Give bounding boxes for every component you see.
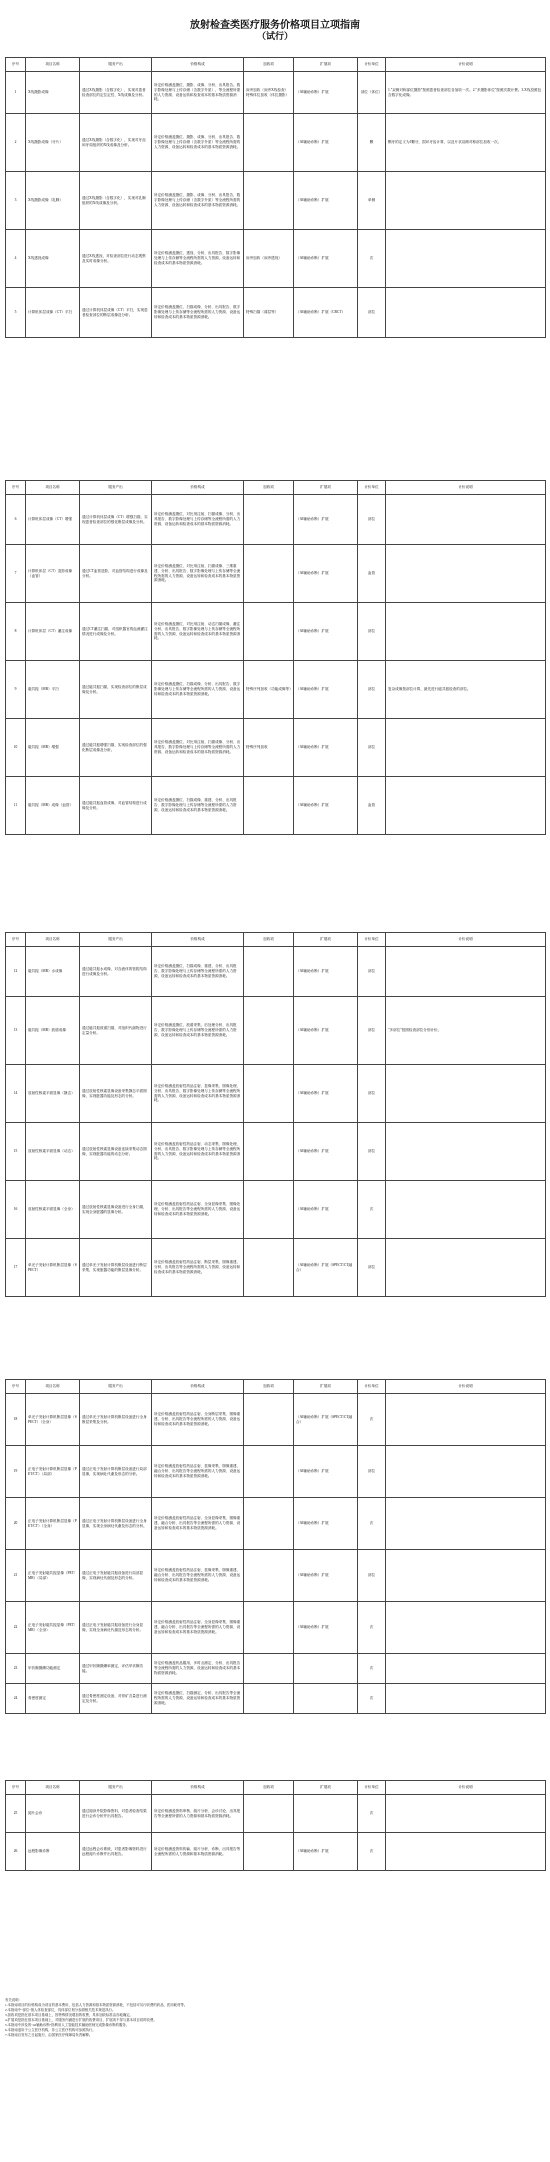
table-cell — [244, 1550, 294, 1602]
table-cell: 5 — [6, 288, 26, 338]
table-cell: 所定价格涵盖资料传输、阅片分析、诊断、出具报告等全流程所需的人力资源和基本物质资源消耗。 — [152, 1833, 244, 1871]
table-cell — [386, 1123, 546, 1181]
table-cell: 特殊序列加收（功能成像等） — [244, 661, 294, 719]
table-cell — [386, 172, 546, 230]
table-cell: 通过正电子发射磁共振设备进行全身显像，实现全身病灶代谢及形态的分析。 — [80, 1602, 152, 1654]
table-header-row — [6, 933, 546, 947]
table-cell: 颗牙的定义为1颗牙，损坏牙齿计算，以及片状双侧对称部位加收一次。 — [386, 114, 546, 172]
table-cell: （AI辅助诊断）扩展 — [294, 1065, 358, 1123]
table-cell: 所定价格涵盖摄位、摄影、成像、分析、出具报告、数字影像处理与上传存储（含数字介质）等全流程所需的人力资源、设备运转和检查成本的基本物质资源消耗。 — [152, 172, 244, 230]
table-cell — [244, 1498, 294, 1550]
note-line: 7.本指南自发布之日起施行，由国家医疗保障局负责解释。 — [5, 2032, 93, 2037]
column-header: 计价单位 — [358, 933, 386, 947]
column-header: 扩展项 — [294, 1781, 358, 1795]
table-cell: （AI辅助诊断）扩展 — [294, 777, 358, 835]
column-header: 服务产出 — [80, 58, 152, 72]
document-subtitle: （试行） — [256, 31, 293, 41]
column-header: 价格构成 — [152, 481, 244, 495]
table-cell: 部位 — [358, 288, 386, 338]
table-cell: （AI辅助诊断）扩展（SPECT/CT融合） — [294, 1394, 358, 1446]
table-cell: 所定价格涵盖放射性药品注射、显像采集、图像重建、融合分析、出具报告等全流程所需的人力资源、设备运转和检查成本的基本物质资源消耗。 — [152, 1550, 244, 1602]
table-cell: 通过阅读外院影像资料，对患者检查结果进行会诊分析并出具报告。 — [80, 1795, 152, 1833]
column-header: 服务产出 — [80, 1380, 152, 1394]
table-cell: 所定价格涵盖摄位、扫描成像、分析、出具报告、数字影像处理与上传存储等全流程所需的人力资源、设备运转和检查成本的基本物质资源消耗。 — [152, 661, 244, 719]
table-cell: 次 — [358, 1498, 386, 1550]
table-cell: 部位（体位） — [358, 72, 386, 114]
table-cell: 部位 — [358, 1550, 386, 1602]
table-cell: 放射性核素平面显像（动态） — [26, 1123, 80, 1181]
column-header: 项目名称 — [26, 58, 80, 72]
table-cell: 9 — [6, 661, 26, 719]
table-cell: 所定价格涵盖摄位、扫描成像、重建、分析、出具报告、数字影像处理与上传存储等全流程所需的人力资源、设备运转和检查成本的基本物质资源消耗。 — [152, 777, 244, 835]
table-cell — [386, 1181, 546, 1239]
table-cell: 次 — [358, 1602, 386, 1654]
table-cell — [386, 1239, 546, 1297]
table-cell: 20 — [6, 1498, 26, 1550]
table-row — [6, 1446, 546, 1498]
table-cell: 21 — [6, 1550, 26, 1602]
table-cell — [386, 1065, 546, 1123]
table-cell: 所定价格涵盖摄位、对比剂注射、扫描成像、分析、出具报告、数字影像处理与上传存储等全流程所需的人力资源、设备运转和检查成本的基本物质资源消耗。 — [152, 495, 244, 545]
table-row — [6, 172, 546, 230]
price-table-page-1 — [5, 57, 546, 338]
column-header: 序号 — [6, 1380, 26, 1394]
table-cell — [386, 545, 546, 603]
note-line: 3.加收项是指在基本项目基础上，因特殊情况增加的收费，具体加收标准由各地确定。 — [5, 2012, 133, 2017]
table-cell — [386, 719, 546, 777]
table-cell — [244, 1446, 294, 1498]
column-header: 加收项 — [244, 481, 294, 495]
table-cell — [386, 1795, 546, 1833]
table-row — [6, 1795, 546, 1833]
column-header: 扩展项 — [294, 58, 358, 72]
table-cell — [386, 1602, 546, 1654]
column-header: 服务产出 — [80, 933, 152, 947]
table-cell: 部位 — [358, 495, 386, 545]
table-cell: 通过磁共振扫描，实现检查部位的断层成像及分析。 — [80, 661, 152, 719]
table-cell: 所定价格涵盖放射性药品注射、断层采集、图像重建、分析、出具报告等全流程所需的人力资源、设备运转和检查成本的基本物质资源消耗。 — [152, 1239, 244, 1297]
table-cell: 通过计算机体层成像（CT）平扫，实现患者检查部位的断层成像及分析。 — [80, 288, 152, 338]
column-header: 项目名称 — [26, 1781, 80, 1795]
table-cell: 23 — [6, 1654, 26, 1684]
table-row — [6, 1602, 546, 1654]
table-cell: 所定价格涵盖放射性药品注射、全身显像采集、图像处理、分析、出具报告等全流程所需的人力资源、设备运转和检查成本的基本物质资源消耗。 — [152, 1181, 244, 1239]
table-cell: 24 — [6, 1684, 26, 1714]
table-cell: 次 — [358, 1795, 386, 1833]
table-cell: （AI辅助诊断）扩展 — [294, 1123, 358, 1181]
table-cell — [244, 1065, 294, 1123]
table-cell: 1 — [6, 72, 26, 114]
column-header: 计价单位 — [358, 58, 386, 72]
table-cell: 部位 — [358, 1446, 386, 1498]
table-cell: 所定价格涵盖放射性药品注射、动态采集、图像处理、分析、出具报告、数字影像处理与上传存储等全流程所需的人力资源、设备运转和检查成本的基本物质资源消耗。 — [152, 1123, 244, 1181]
table-cell: 计算机体层成像（CT）平扫 — [26, 288, 80, 338]
table-cell: 所定价格涵盖摄位、透视、分析、出具报告、数字影像处理与上传存储等全流程所需的人力资源、设备运转和检查成本的基本物质资源消耗。 — [152, 230, 244, 288]
table-cell: 6 — [6, 495, 26, 545]
table-cell: 正电子发射磁共振显像（PET/MR）（局部） — [26, 1550, 80, 1602]
table-cell: X线透视成像 — [26, 230, 80, 288]
table-cell: 所定价格涵盖资料审核、阅片分析、会诊讨论、出具报告等全流程所需的人力资源和基本物质资源消耗。 — [152, 1795, 244, 1833]
table-cell: 通过放射性核素显像设备连续采集动态图像，实现脏器功能的动态分析。 — [80, 1123, 152, 1181]
price-table-page-3 — [5, 932, 546, 1297]
table-cell: 次 — [358, 1394, 386, 1446]
table-cell: 血管 — [358, 777, 386, 835]
notes-section — [5, 1998, 545, 2038]
table-cell — [386, 1654, 546, 1684]
table-cell: X线摄影成像（乳腺） — [26, 172, 80, 230]
table-cell: 14 — [6, 1065, 26, 1123]
table-cell — [386, 1394, 546, 1446]
table-cell: （AI辅助诊断）扩展 — [294, 947, 358, 997]
column-header: 扩展项 — [294, 1380, 358, 1394]
table-cell: 骨密度测定 — [26, 1684, 80, 1714]
table-row — [6, 1239, 546, 1297]
column-header: 扩展项 — [294, 481, 358, 495]
table-cell — [386, 603, 546, 661]
table-cell: 磁共振（MR）平扫 — [26, 661, 80, 719]
table-cell — [244, 114, 294, 172]
column-header: 价格构成 — [152, 1781, 244, 1795]
table-cell: 所定价格涵盖摄位、对比剂注射、动态扫描成像、灌注分析、出具报告、数字影像处理与上传存储等全流程所需的人力资源、设备运转和检查成本的基本物质资源消耗。 — [152, 603, 244, 661]
column-header: 序号 — [6, 933, 26, 947]
table-cell: 正电子发射计算机断层显像（PET/CT）（局部） — [26, 1446, 80, 1498]
column-header: 加收项 — [244, 58, 294, 72]
table-cell: （AI辅助诊断）扩展 — [294, 997, 358, 1065]
table-cell: 通过X线透视，对检查部位进行动态观察及实时成像分析。 — [80, 230, 152, 288]
price-table-page-4 — [5, 1379, 546, 1714]
table-cell: 计算机体层（CT）灌注成像 — [26, 603, 80, 661]
table-cell: 所定价格涵盖放射性药品注射、显像采集、图像重建、融合分析、出具报告等全流程所需的人力资源、设备运转和检查成本的基本物质资源消耗。 — [152, 1446, 244, 1498]
table-cell — [244, 172, 294, 230]
table-cell: 通过正电子发射计算机断层设备进行全身显像，实现全身病灶代谢及形态的分析。 — [80, 1498, 152, 1550]
table-row — [6, 114, 546, 172]
table-cell: 19 — [6, 1446, 26, 1498]
table-cell: 部位 — [358, 997, 386, 1065]
table-cell: （AI辅助诊断）扩展 — [294, 172, 358, 230]
table-cell: 复杂成像按部位计算，最先进行磁共振检查的部位。 — [386, 661, 546, 719]
table-cell — [244, 1123, 294, 1181]
table-cell: 18 — [6, 1394, 26, 1446]
table-cell: 所定价格涵盖放射性药品注射、全身显像采集、图像重建、融合分析、出具报告等全流程所需的人力资源、设备运转和检查成本的基本物质资源消耗。 — [152, 1602, 244, 1654]
table-cell: 2 — [6, 114, 26, 172]
column-header: 计价单位 — [358, 1781, 386, 1795]
table-cell — [386, 1446, 546, 1498]
table-header-row — [6, 1781, 546, 1795]
table-row — [6, 1684, 546, 1714]
table-cell: 床旁加收（床旁X线检查）特殊体位加收（体位摄影） — [244, 72, 294, 114]
table-cell: （AI辅助诊断）扩展 — [294, 114, 358, 172]
table-row — [6, 1123, 546, 1181]
table-cell: 通过骨密度测定设备，对骨矿含量进行测定及分析。 — [80, 1684, 152, 1714]
table-cell — [244, 1181, 294, 1239]
table-row — [6, 1394, 546, 1446]
table-cell — [386, 1498, 546, 1550]
table-cell — [386, 947, 546, 997]
table-cell: 部位 — [358, 1239, 386, 1297]
table-cell: 放射性核素平面显像（全身） — [26, 1181, 80, 1239]
note-line: 2.本指南中"部位"指人体检查部位，具体部位划分参照相关技术规范执行。 — [5, 2007, 116, 2012]
table-row — [6, 495, 546, 545]
table-cell: 所定价格涵盖放射性药品注射、全身显像采集、图像重建、融合分析、出具报告等全流程所需的人力资源、设备运转和检查成本的基本物质资源消耗。 — [152, 1498, 244, 1550]
table-header-row — [6, 1380, 546, 1394]
table-cell: 所定价格涵盖摄位、摄影、成像、分析、出具报告、数字影像处理与上传存储（含数字介质）等全流程所需的人力资源、设备运转和检查成本的基本物质资源消耗。 — [152, 114, 244, 172]
table-cell: （AI辅助诊断）扩展 — [294, 1446, 358, 1498]
table-cell — [386, 288, 546, 338]
table-cell: 1."双侧对称部位摄影"按照患者检查部位各加收一次。2."多摄影体位"按照次数计费。3.X线投照包含数字化成像。 — [386, 72, 546, 114]
table-cell: 所定价格涵盖药品服用、多时点测定、分析、出具报告等全流程所需的人力资源、设备运转和检查成本的基本物质资源消耗。 — [152, 1654, 244, 1684]
table-cell: （AI辅助诊断）扩展 — [294, 603, 358, 661]
table-cell: （AI辅助诊断）扩展 — [294, 1602, 358, 1654]
table-cell: （AI辅助诊断）扩展 — [294, 495, 358, 545]
column-header: 项目名称 — [26, 1380, 80, 1394]
table-cell: （AI辅助诊断）扩展 — [294, 1833, 358, 1871]
table-cell: 通过磁共振增强扫描，实现检查部位的强化断层成像及分析。 — [80, 719, 152, 777]
table-cell: 正电子发射计算机断层显像（PET/CT）（全身） — [26, 1498, 80, 1550]
column-header: 扩展项 — [294, 933, 358, 947]
table-cell: 通过磁共振水成像，对含液体的管腔结构进行成像及分析。 — [80, 947, 152, 997]
table-cell: 血管 — [358, 545, 386, 603]
table-cell: 部位 — [358, 947, 386, 997]
column-header: 计价说明 — [386, 1380, 546, 1394]
table-cell: 正电子发射磁共振显像（PET/MR）（全身） — [26, 1602, 80, 1654]
table-cell: 通过X线摄影（含数字化），实现对患者检查部位的定位定性、X线成像及分析。 — [80, 72, 152, 114]
table-cell: 通过CT血管造影，对血管结构进行成像及分析。 — [80, 545, 152, 603]
table-cell: X线摄影成像（牙片） — [26, 114, 80, 172]
table-row — [6, 545, 546, 603]
note-line: 有关说明： — [5, 1998, 22, 2002]
table-cell: 所定价格涵盖放射性药品注射、显像采集、图像处理、分析、出具报告、数字影像处理与上传存储等全流程所需的人力资源、设备运转和检查成本的基本物质资源消耗。 — [152, 1065, 244, 1123]
table-cell: 所定价格涵盖摄位、对比剂注射、扫描成像、三维重建、分析、出具报告、数字影像处理与上传存储等全流程所需的人力资源、设备运转和检查成本的基本物质资源消耗。 — [152, 545, 244, 603]
table-cell: 次 — [358, 1833, 386, 1871]
table-cell: 部位 — [358, 1123, 386, 1181]
table-cell: 3 — [6, 172, 26, 230]
table-row — [6, 719, 546, 777]
table-row — [6, 661, 546, 719]
table-cell: 26 — [6, 1833, 26, 1871]
column-header: 序号 — [6, 58, 26, 72]
table-cell: 单光子发射计算机断层显像（SPECT） — [26, 1239, 80, 1297]
table-cell — [294, 1684, 358, 1714]
table-cell: 所定价格涵盖摄位、摄影、成像、分析、出具报告。数字影像处理与上传存储（含数字介质），等全流程所需的人力资源、设备运转和检查成本的基本物质资源消耗。 — [152, 72, 244, 114]
column-header: 计价说明 — [386, 933, 546, 947]
table-cell — [244, 997, 294, 1065]
table-cell — [386, 1833, 546, 1871]
table-cell — [244, 1602, 294, 1654]
table-cell: 13 — [6, 997, 26, 1065]
table-cell — [244, 1654, 294, 1684]
table-cell: （AI辅助诊断）扩展 — [294, 230, 358, 288]
table-cell: （AI辅助诊断）扩展 — [294, 1181, 358, 1239]
table-row — [6, 947, 546, 997]
table-cell: 颗 — [358, 114, 386, 172]
column-header: 项目名称 — [26, 933, 80, 947]
table-cell: 放射性核素平面显像（静态） — [26, 1065, 80, 1123]
table-cell — [386, 1550, 546, 1602]
table-cell: 特殊扫描（薄层等） — [244, 288, 294, 338]
table-cell — [244, 1394, 294, 1446]
table-cell: 磁共振（MR）成像（血管） — [26, 777, 80, 835]
table-cell: （AI辅助诊断）扩展 — [294, 1550, 358, 1602]
table-cell: 通过磁共振波谱扫描，对组织代谢物进行定量分析。 — [80, 997, 152, 1065]
table-cell: 部位 — [358, 661, 386, 719]
table-cell: 阅片会诊 — [26, 1795, 80, 1833]
table-cell: 次 — [358, 1654, 386, 1684]
table-cell — [244, 777, 294, 835]
table-cell — [386, 230, 546, 288]
table-cell: X线摄影成像 — [26, 72, 80, 114]
table-cell — [294, 1795, 358, 1833]
table-cell: 11 — [6, 777, 26, 835]
note-line: 5.本指南中涉及的"AI辅助诊断"指利用人工智能技术辅助医师完成影像诊断的服务。 — [5, 2022, 130, 2027]
table-cell: 部位 — [358, 603, 386, 661]
table-row — [6, 1550, 546, 1602]
column-header: 加收项 — [244, 933, 294, 947]
table-cell — [386, 1684, 546, 1714]
table-cell: 计算机体层成像（CT）增强 — [26, 495, 80, 545]
table-cell — [294, 1654, 358, 1684]
column-header: 序号 — [6, 1781, 26, 1795]
table-cell — [244, 603, 294, 661]
table-cell: 部位 — [358, 719, 386, 777]
table-cell — [244, 545, 294, 603]
table-cell: 通过单光子发射计算机断层设备进行断层采集，实现脏器功能的断层显像分析。 — [80, 1239, 152, 1297]
column-header: 计价说明 — [386, 1781, 546, 1795]
table-cell: （AI辅助诊断）扩展 — [294, 1498, 358, 1550]
table-cell: 单光子发射计算机断层显像（SPECT）（全身） — [26, 1394, 80, 1446]
column-header: 项目名称 — [26, 481, 80, 495]
table-cell: 部位 — [358, 1065, 386, 1123]
table-cell: 甲状腺摄碘功能测定 — [26, 1654, 80, 1684]
table-cell: 通过放射性核素显像设备进行全身扫描，实现全身脏器的显像分析。 — [80, 1181, 152, 1239]
table-row — [6, 230, 546, 288]
table-cell: 计算机体层（CT）造影成像（血管） — [26, 545, 80, 603]
column-header: 价格构成 — [152, 1380, 244, 1394]
table-cell: 所定价格涵盖摄位、扫描成像、分析、出具报告、数字影像处理与上传存储等全流程所需的人力资源、设备运转和检查成本的基本物质资源消耗。 — [152, 288, 244, 338]
note-line: 6.本指南适用于公立医疗机构，非公立医疗机构可参照执行。 — [5, 2027, 96, 2032]
table-row — [6, 288, 546, 338]
table-row — [6, 1065, 546, 1123]
table-cell: 远程影像诊断 — [26, 1833, 80, 1871]
table-cell: 通过正电子发射计算机断层设备进行局部显像，实现病灶代谢及形态的分析。 — [80, 1446, 152, 1498]
table-row — [6, 72, 546, 114]
table-cell: 通过正电子发射磁共振设备进行局部显像，实现病灶代谢及形态的分析。 — [80, 1550, 152, 1602]
table-cell: （AI辅助诊断）扩展 — [294, 719, 358, 777]
table-header-row — [6, 481, 546, 495]
table-cell: 通过甲状腺摄碘率测定，评估甲状腺功能。 — [80, 1654, 152, 1684]
table-row — [6, 1654, 546, 1684]
table-cell: 次 — [358, 1181, 386, 1239]
table-cell: 次 — [358, 230, 386, 288]
table-cell: （AI辅助诊断）扩展（SPECT/CT融合） — [294, 1239, 358, 1297]
column-header: 服务产出 — [80, 481, 152, 495]
table-cell: （AI辅助诊断）扩展（CBCT） — [294, 288, 358, 338]
table-cell: 10 — [6, 719, 26, 777]
price-table-page-2 — [5, 480, 546, 835]
column-header: 序号 — [6, 481, 26, 495]
table-row — [6, 1833, 546, 1871]
column-header: 服务产出 — [80, 1781, 152, 1795]
note-line: 1.本指南项目的价格构成为项目的基本费用，包括人力资源和基本物质资源消耗，不包括可另行收费的药品、医用耗材等。 — [5, 2002, 188, 2007]
table-cell — [244, 1684, 294, 1714]
table-cell: 单侧 — [358, 172, 386, 230]
price-table-page-5 — [5, 1780, 546, 1871]
table-cell — [386, 495, 546, 545]
table-cell: 所定价格涵盖摄位、扫描成像、重建、分析、出具报告、数字影像处理与上传存储等全流程所需的人力资源、设备运转和检查成本的基本物质资源消耗。 — [152, 947, 244, 997]
document-title: 放射检查类医疗服务价格项目立项指南 — [190, 20, 360, 31]
table-row — [6, 777, 546, 835]
table-cell: 7 — [6, 545, 26, 603]
table-cell: 磁共振（MR）水成像 — [26, 947, 80, 997]
column-header: 价格构成 — [152, 58, 244, 72]
table-cell: 磁共振（MR）增强 — [26, 719, 80, 777]
table-row — [6, 603, 546, 661]
table-cell: 12 — [6, 947, 26, 997]
table-header-row — [6, 58, 546, 72]
column-header: 计价单位 — [358, 1380, 386, 1394]
table-cell: 8 — [6, 603, 26, 661]
table-cell — [244, 947, 294, 997]
table-cell — [244, 495, 294, 545]
table-cell: 磁共振（MR）波谱成像 — [26, 997, 80, 1065]
table-cell: 所定价格涵盖摄位、波谱采集、后处理分析、出具报告、数字影像处理与上传存储等全流程所需的人力资源、设备运转和检查成本的基本物质资源消耗。 — [152, 997, 244, 1065]
table-cell — [244, 1795, 294, 1833]
table-cell: （AI辅助诊断）扩展 — [294, 545, 358, 603]
table-cell: 所定价格涵盖摄位、对比剂注射、扫描成像、分析、出具报告、数字影像处理与上传存储等全流程所需的人力资源、设备运转和检查成本的基本物质资源消耗。 — [152, 719, 244, 777]
table-cell: 4 — [6, 230, 26, 288]
table-cell: 通过CT灌注扫描，对组织器官的血流灌注情况进行成像及分析。 — [80, 603, 152, 661]
table-cell: 通过磁共振血管成像，对血管结构进行成像及分析。 — [80, 777, 152, 835]
table-cell: 次 — [358, 1684, 386, 1714]
table-cell: "多部位"按照检查部位分别计价。 — [386, 997, 546, 1065]
table-cell: （AI辅助诊断）扩展 — [294, 661, 358, 719]
table-cell — [386, 777, 546, 835]
table-row — [6, 1181, 546, 1239]
table-row — [6, 1498, 546, 1550]
table-cell: 所定价格涵盖放射性药品注射、全身断层采集、图像重建、分析、出具报告等全流程所需的人力资源、设备运转和检查成本的基本物质资源消耗。 — [152, 1394, 244, 1446]
table-cell: 通过放射性核素显像设备采集静态平面图像，实现脏器功能及形态的分析。 — [80, 1065, 152, 1123]
column-header: 计价单位 — [358, 481, 386, 495]
column-header: 加收项 — [244, 1380, 294, 1394]
table-cell: （AI辅助诊断）扩展 — [294, 72, 358, 114]
table-cell: 特殊序列加收 — [244, 719, 294, 777]
table-cell: 16 — [6, 1181, 26, 1239]
table-cell: 通过远程会诊系统，对患者影像资料进行远程阅片诊断并出具报告。 — [80, 1833, 152, 1871]
table-cell: 通过X线摄影（含数字化），实现对乳腺组织的X线成像及分析。 — [80, 172, 152, 230]
column-header: 价格构成 — [152, 933, 244, 947]
table-cell: 通过单光子发射计算机断层设备进行全身断层采集及分析。 — [80, 1394, 152, 1446]
table-cell — [244, 1239, 294, 1297]
column-header: 计价说明 — [386, 481, 546, 495]
table-cell — [244, 1833, 294, 1871]
table-row — [6, 997, 546, 1065]
note-line: 4.扩展项是指在基本项目基础上，对服务内涵进行扩展的收费项目，扩展项不得与基本项目同时收费。 — [5, 2017, 157, 2022]
table-cell: 通过计算机体层成像（CT）增强扫描，实现患者检查部位的强化断层成像及分析。 — [80, 495, 152, 545]
table-cell: 所定价格涵盖摄位、扫描测定、分析、出具报告等全流程所需的人力资源、设备运转和检查成本的基本物质资源消耗。 — [152, 1684, 244, 1714]
table-cell: 17 — [6, 1239, 26, 1297]
table-cell: 15 — [6, 1123, 26, 1181]
table-cell: 床旁加收（床旁透视） — [244, 230, 294, 288]
table-cell: 通过X线摄影（含数字化），实现对牙齿和牙周组织的X线成像及分析。 — [80, 114, 152, 172]
table-cell: 25 — [6, 1795, 26, 1833]
table-cell: 22 — [6, 1602, 26, 1654]
column-header: 加收项 — [244, 1781, 294, 1795]
column-header: 计价说明 — [386, 58, 546, 72]
